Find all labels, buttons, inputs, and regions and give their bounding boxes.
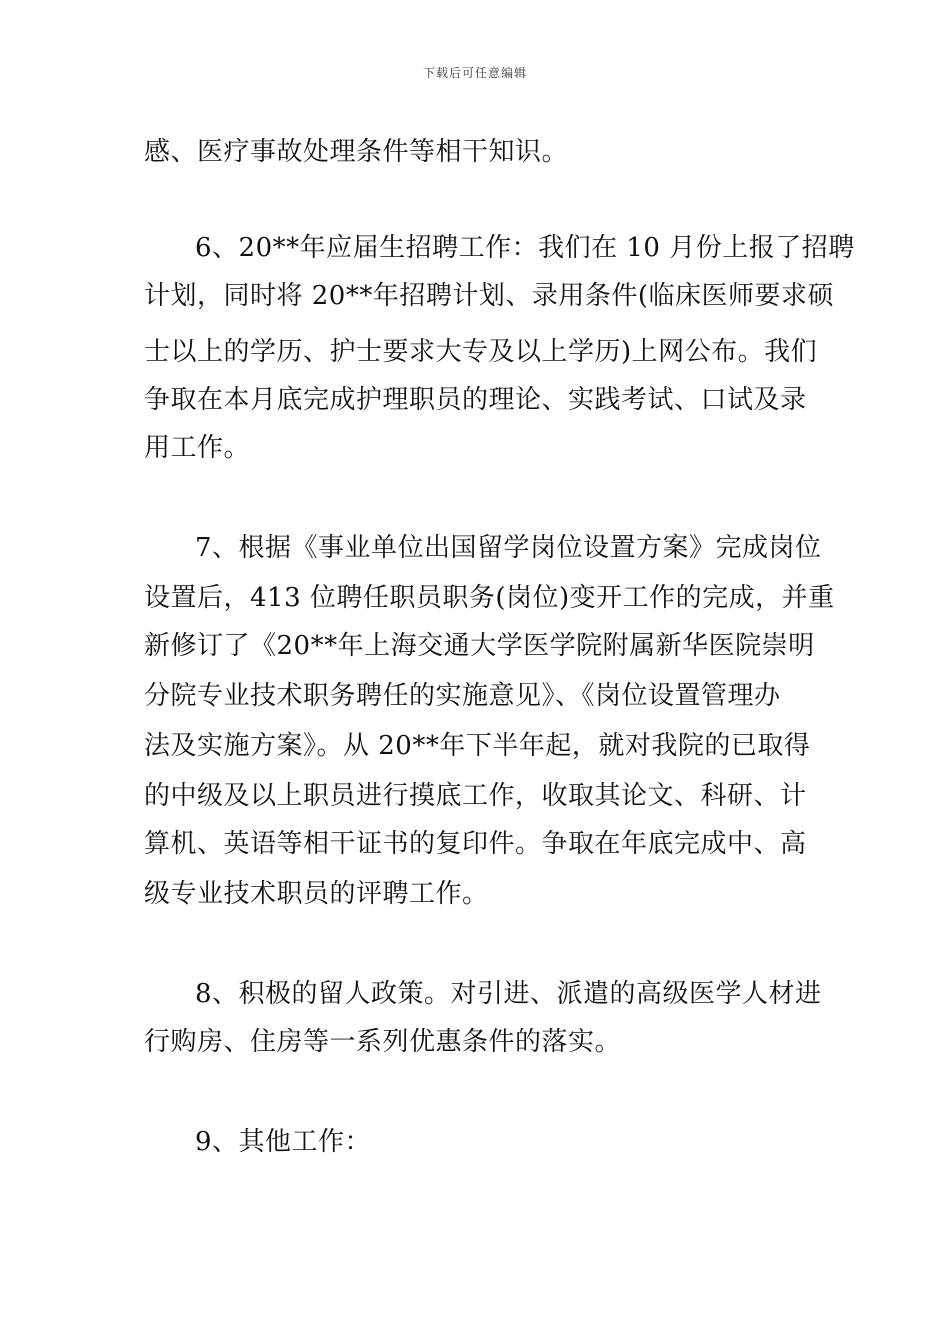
text-line: 感、医疗事故处理条件等相干知识。 <box>144 137 569 167</box>
paragraph-7-line: 法及实施方案》。从 20**年下半年起，就对我院的已取得 <box>144 731 811 761</box>
paragraph-7-line: 设置后，413 位聘任职员职务(岗位)变开工作的完成，并重 <box>144 583 835 613</box>
paragraph-7-line: 的中级及以上职员进行摸底工作，收取其论文、科研、计 <box>144 781 807 811</box>
header-note: 下载后可任意编辑 <box>422 66 527 80</box>
paragraph-6-line: 争取在本月底完成护理职员的理论、实践考试、口试及录 <box>144 385 807 415</box>
paragraph-6-line: 士以上的学历、护士要求大专及以上学历)上网公布。我们 <box>144 337 818 367</box>
paragraph-7-line: 新修订了《20**年上海交通大学医学院附属新华医院崇明 <box>144 631 815 661</box>
paragraph-9-line: 9、其他工作： <box>195 1127 372 1157</box>
paragraph-7-line: 算机、英语等相干证书的复印件。争取在年底完成中、高 <box>144 829 807 859</box>
paragraph-7-line: 分院专业技术职务聘任的实施意见》、《岗位设置管理办 <box>144 681 781 711</box>
paragraph-7-line: 级专业技术职员的评聘工作。 <box>144 879 489 909</box>
paragraph-8-line: 行购房、住房等一系列优惠条件的落实。 <box>144 1027 622 1057</box>
paragraph-6-line: 计划，同时将 20**年招聘计划、录用条件(临床医师要求硕 <box>144 281 834 311</box>
paragraph-8-line: 8、积极的留人政策。对引进、派遣的高级医学人材进 <box>195 979 822 1009</box>
paragraph-6-line: 6、20**年应届生招聘工作：我们在 10 月份上报了招聘 <box>195 233 855 263</box>
paragraph-7-line: 7、根据《事业单位出国留学岗位设置方案》完成岗位 <box>195 533 822 563</box>
paragraph-6-line: 用工作。 <box>144 433 251 463</box>
